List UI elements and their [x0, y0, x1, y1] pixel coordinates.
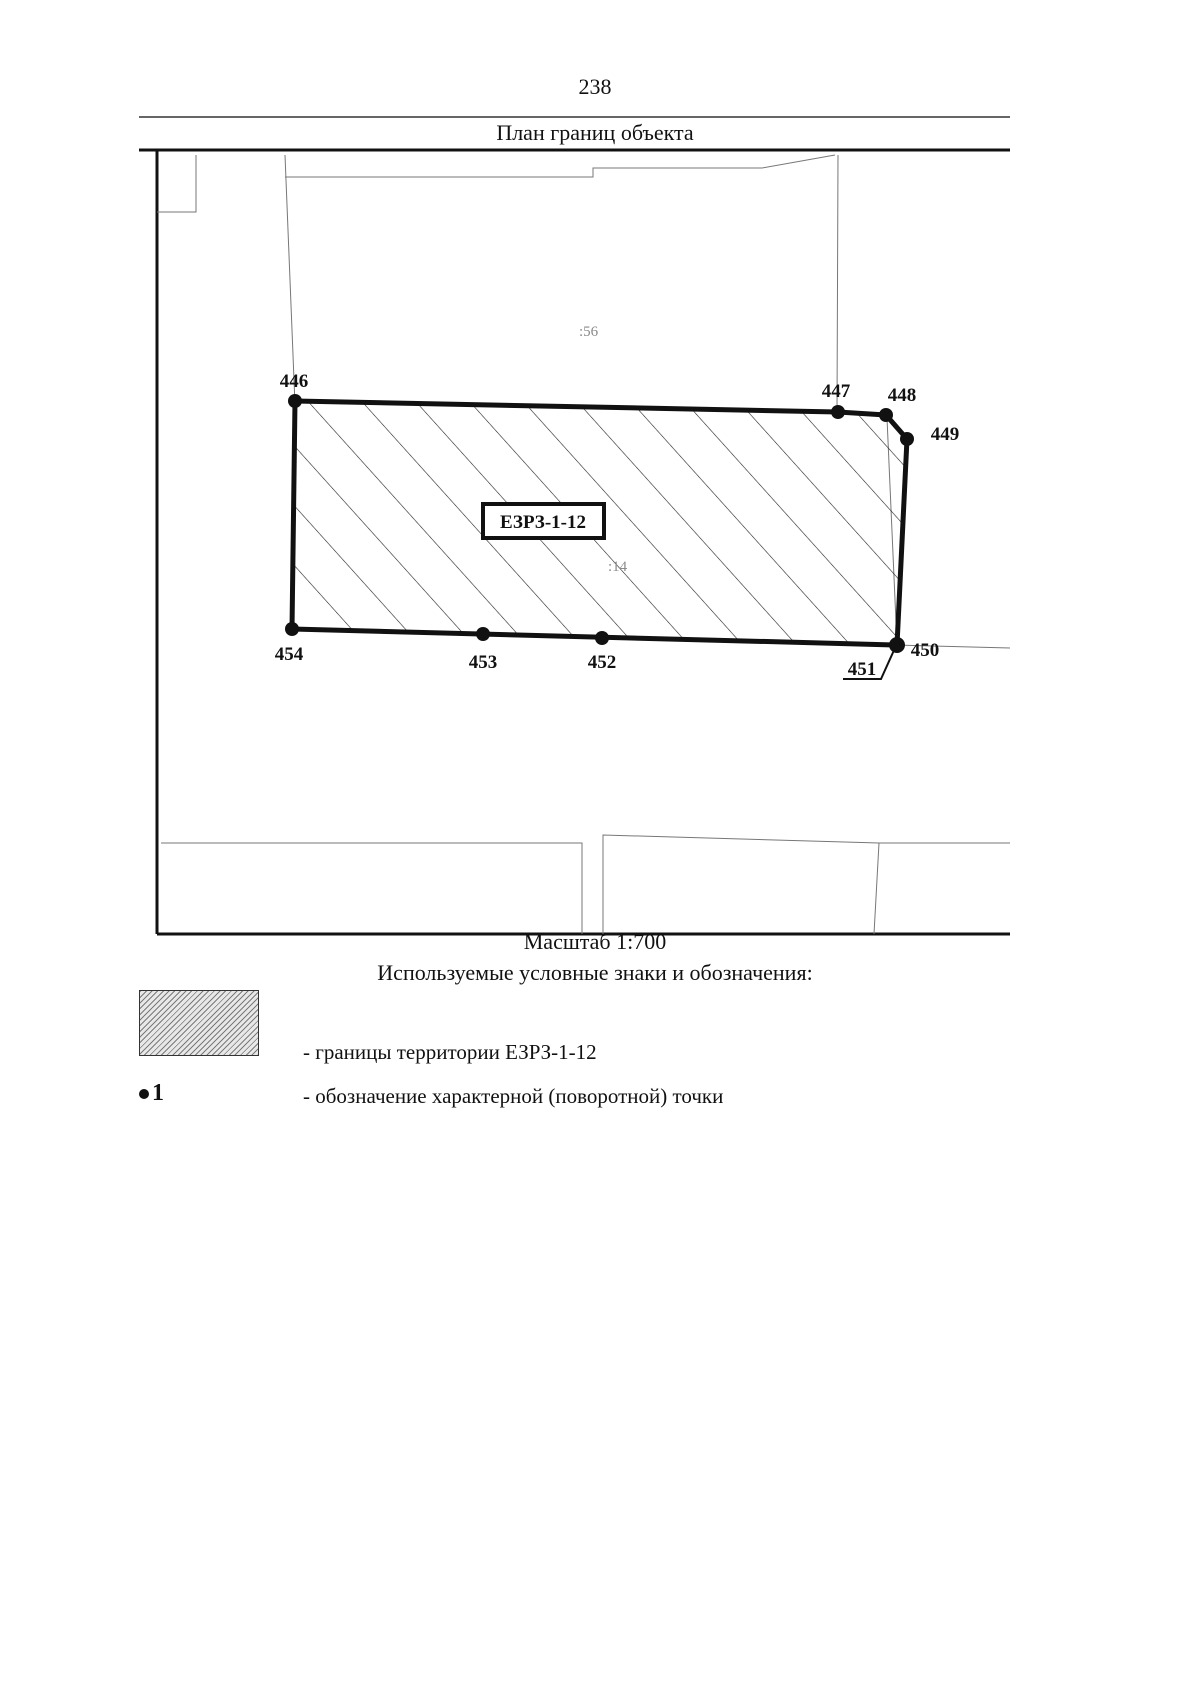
legend-point-number: 1 [152, 1080, 164, 1106]
point-dot-icon [139, 1089, 149, 1099]
point-label-447: 447 [821, 381, 851, 402]
legend-point-symbol [139, 1080, 164, 1107]
zone-label: ЕЗРЗ-1-12 [500, 512, 586, 533]
plan-title: План границ объекта [496, 120, 694, 145]
point-label-449: 449 [930, 424, 960, 445]
point-label-452: 452 [587, 652, 617, 673]
parcel-label-main: :14 [608, 559, 628, 575]
legend-item-point-text: - обозначение характерной (поворотной) точки [303, 1084, 724, 1108]
parcel-label-upper: :56 [579, 324, 599, 340]
point-marker [476, 627, 490, 641]
point-label-448: 448 [887, 385, 917, 406]
point-marker [900, 432, 914, 446]
page-number: 238 [578, 74, 612, 99]
point-marker [285, 622, 299, 636]
point-label-451: 451 [847, 659, 877, 680]
map-scale: Масштаб 1:700 [523, 929, 667, 954]
point-marker [595, 631, 609, 645]
point-label-454: 454 [274, 644, 304, 665]
point-marker [288, 394, 302, 408]
legend-title: Используемые условные знаки и обозначения: [377, 960, 813, 985]
point-marker [889, 637, 905, 653]
legend-hatch-swatch [139, 990, 259, 1056]
point-marker [879, 408, 893, 422]
point-label-453: 453 [468, 652, 498, 673]
legend-item-zone-text: - границы территории ЕЗРЗ-1-12 [303, 1040, 597, 1064]
point-label-450: 450 [910, 640, 940, 661]
point-label-446: 446 [279, 371, 309, 392]
point-marker [831, 405, 845, 419]
